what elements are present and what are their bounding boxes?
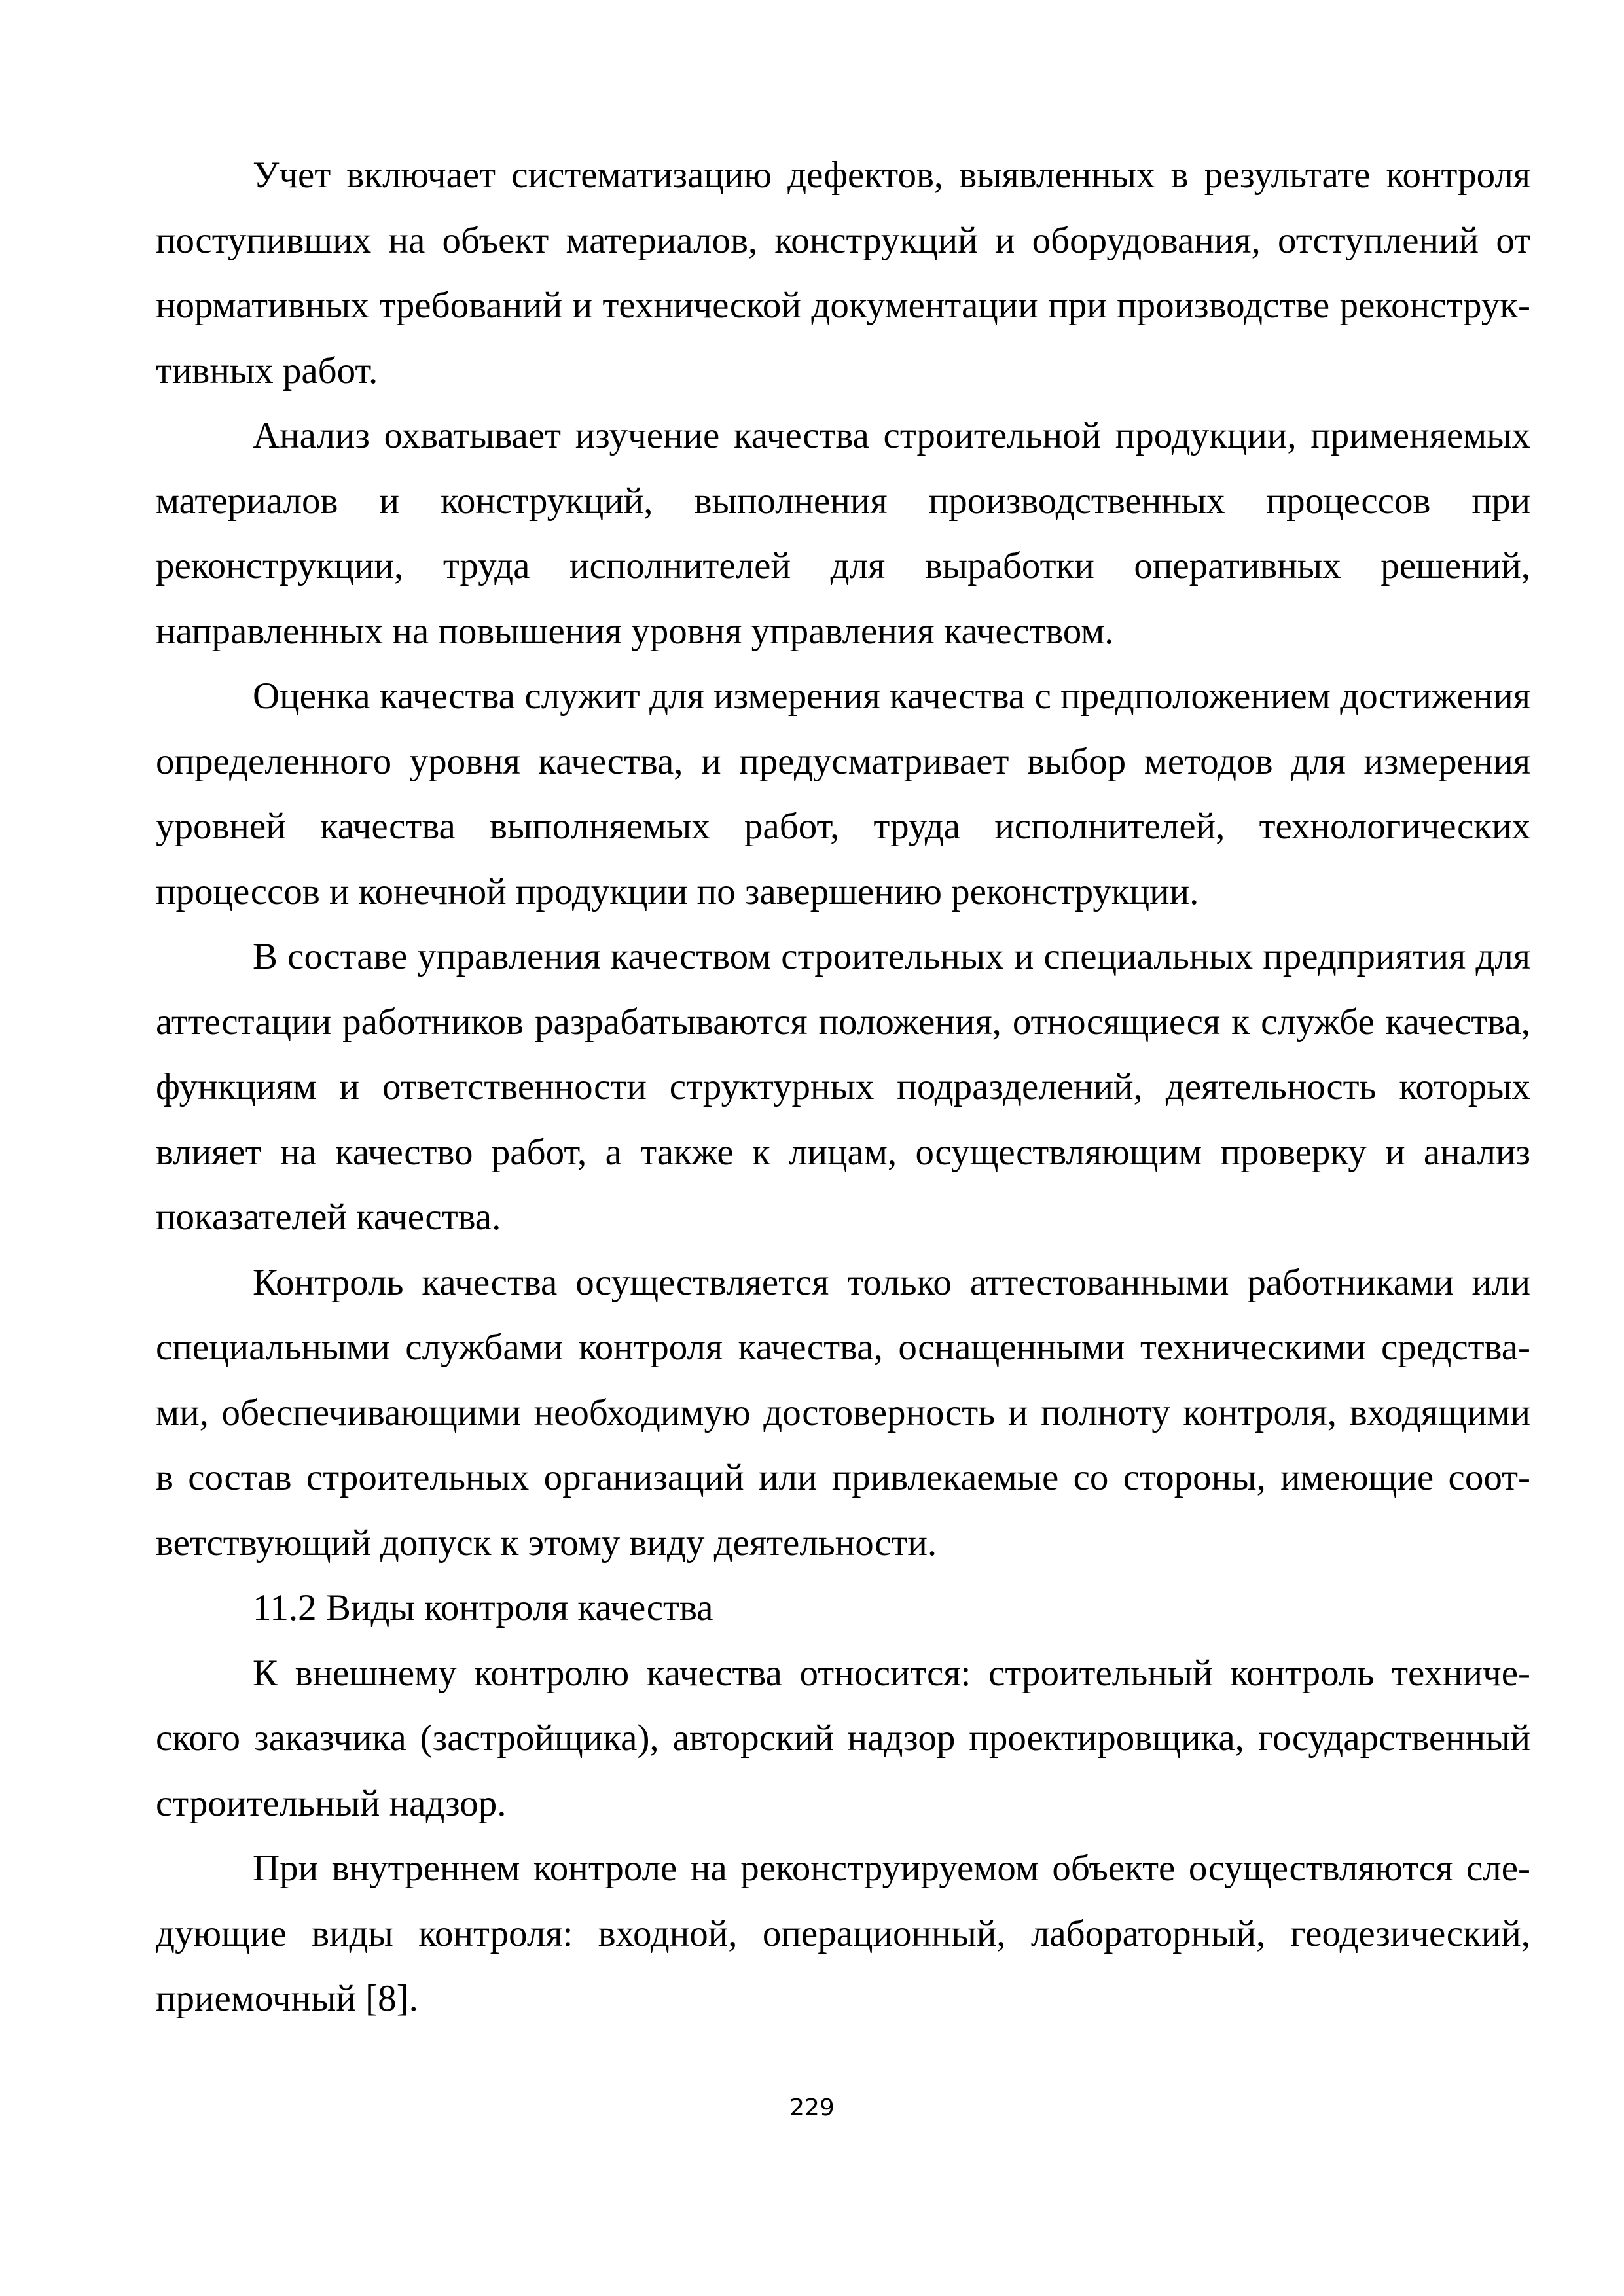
paragraph-quality-management: В составе управления качеством строительных и специальных предприятия для аттестации работников разрабатываются положения, относящиеся к службе качества, функциям и ответственности структурных подразделений, деятельность которых влияет на качество работ, а также к лицам, осуществляющим проверку и анализ показателей качества. xyxy=(156,936,1530,1238)
body-text xyxy=(156,143,1530,2032)
paragraph-quality-control: Контроль качества осуществляется только аттестованными работниками или специальными службами контроля качества, оснащенными техническими средствами, обеспечивающими необходимую достоверность и полноту контроля, входящими в состав строительных организаций или привлекаемые со стороны, имеющие соответствующий допуск к этому виду деятельности. xyxy=(156,1261,1530,1564)
paragraph-external-control: К внешнему контролю качества относится: строительный контроль технического заказчика (застройщика), авторский надзор проектировщика, государственный строительный надзор. xyxy=(156,1652,1530,1824)
page-number: 229 xyxy=(789,2094,835,2121)
section-heading: 11.2 Виды контроля качества xyxy=(253,1587,713,1628)
paragraph-internal-control: При внутреннем контроле на реконструируемом объекте осуществляются следующие виды контроля: входной, операционный, лабораторный, геодезический, приемочный [8]. xyxy=(156,1848,1530,2019)
paragraph-analysis: Анализ охватывает изучение качества строительной продукции, применяемых материалов и конструкций, выполнения производственных процессов при реконструкции, труда исполнителей для выработки оперативных решений, направленных на повышения уровня управления качеством. xyxy=(156,415,1530,652)
paragraph-quality-assessment: Оценка качества служит для измерения качества с предположением достижения определенного уровня качества, и предусматривает выбор методов для измерения уровней качества выполняемых работ, труда исполнителей, технологических процессов и конечной продукции по завершению реконструкции. xyxy=(156,675,1530,912)
paragraph-accounting: Учет включает систематизацию дефектов, выявленных в результате контроля поступивших на объект материалов, конструкций и оборудования, отступлений от нормативных требований и технической документации при производстве реконструктивных работ. xyxy=(156,154,1530,391)
